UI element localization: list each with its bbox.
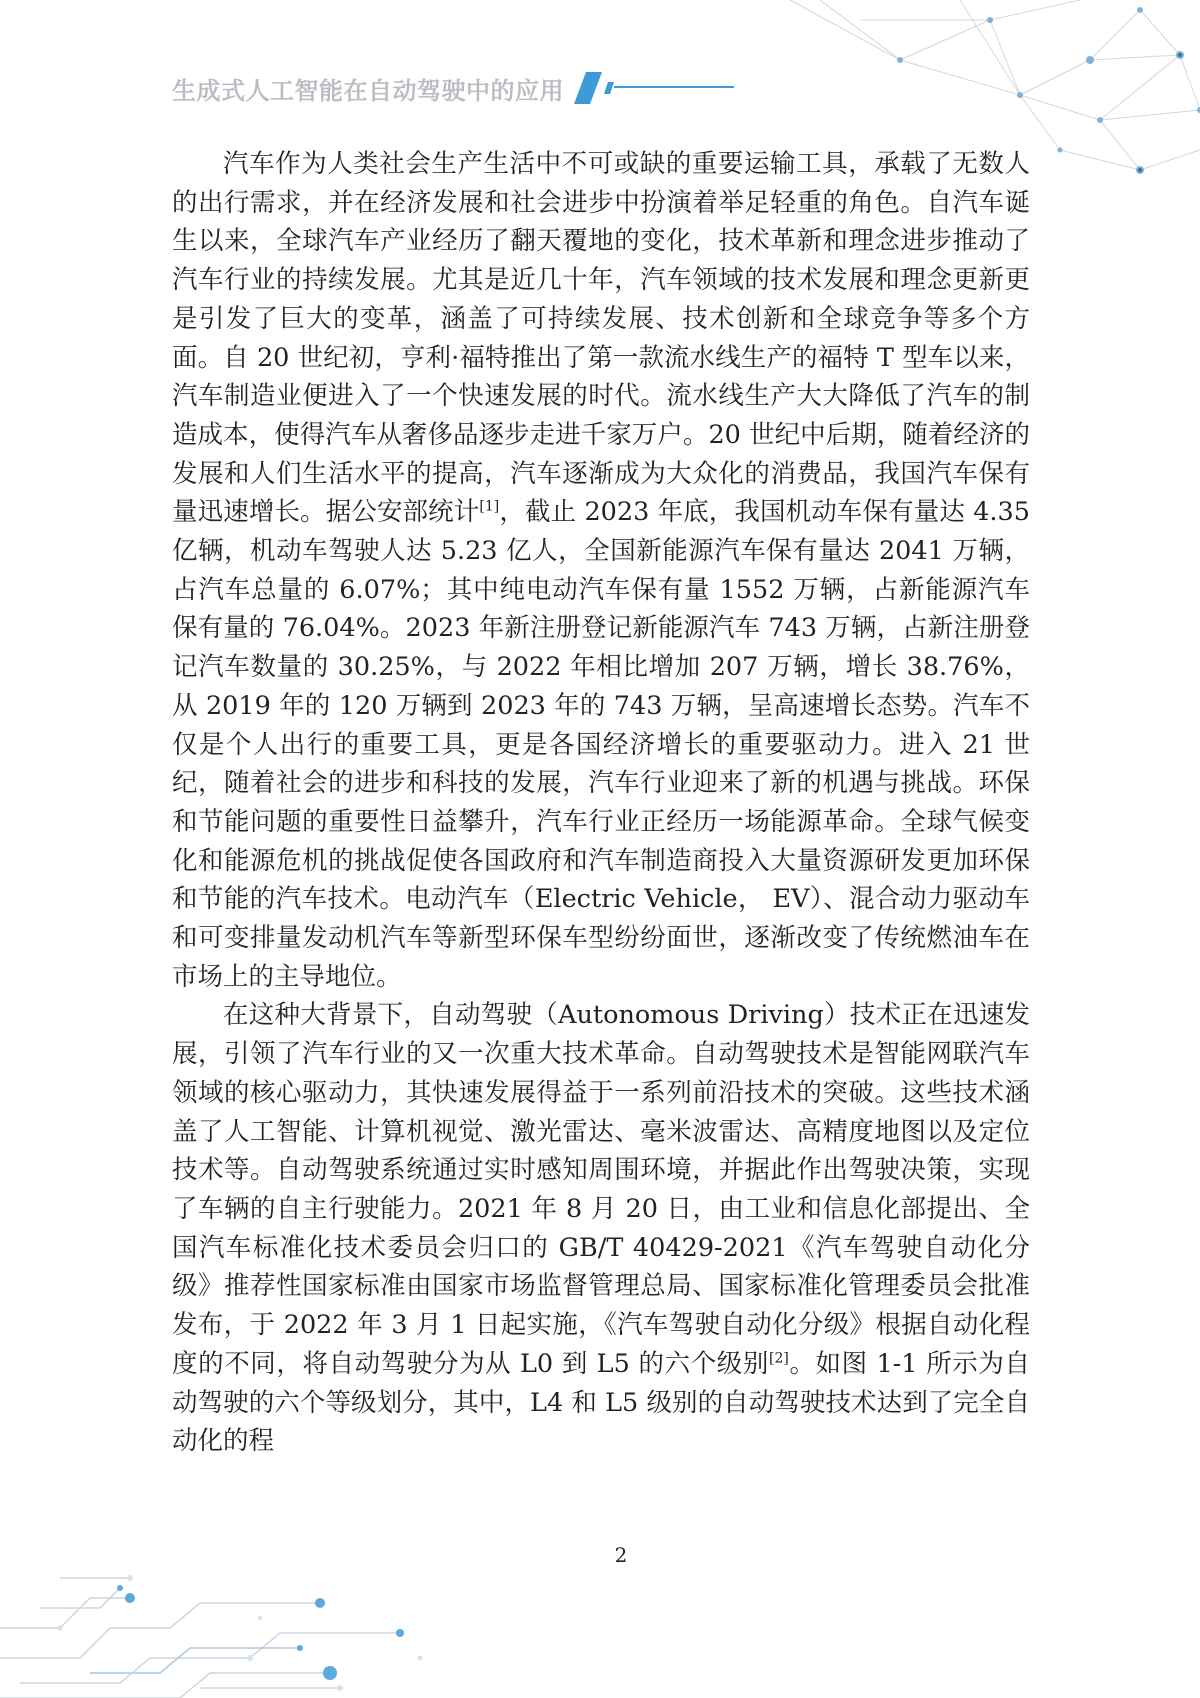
running-header <box>172 66 734 110</box>
citation-ref-2: [2] <box>769 1350 789 1367</box>
citation-ref-1: [1] <box>479 498 500 515</box>
header-accent-icon <box>574 68 734 108</box>
paragraph-1 <box>172 145 1030 996</box>
paragraph-1-part-1: 汽车作为人类社会生产生活中不可或缺的重要运输工具，承载了无数人的出行需求，并在经济发展和社会进步中扮演着举足轻重的角色。自汽车诞生以来，全球汽车产业经历了翻天覆地的变化，技术革新和理念进步推动了汽车行业的持续发展。尤其是近几十年，汽车领域的技术发展和理念更新更是引发了巨大的变革，涵盖了可持续发展、技术创新和全球竞争等多个方面。自 20 世纪初，亨利·福特推出了第一款流水线生产的福特 T 型车以来，汽车制造业便进入了一个快速发展的时代。流水线生产大大降低了汽车的制造成本，使得汽车从奢侈品逐步走进千家万户。20 世纪中后期，随着经济的发展和人们生活水平的提高，汽车逐渐成为大众化的消费品，我国汽车保有量迅速增长。据公安部统计 <box>172 149 1030 528</box>
paragraph-1-part-2: ，截止 2023 年底，我国机动车保有量达 4.35 亿辆，机动车驾驶人达 5.23 亿人，全国新能源汽车保有量达 2041 万辆，占汽车总量的 6.07%；其中纯电动汽车保有量 1552 万辆，占新能源汽车保有量的 76.04%。2023 年新注册登记新能源汽车 743 万辆，占新注册登记汽车数量的 30.25%，与 2022 年相比增加 207 万辆，增长 38.76%，从 2019 年的 120 万辆到 2023 年的 743 万辆，呈高速增长态势。汽车不仅是个人出行的重要工具，更是各国经济增长的重要驱动力。进入 21 世纪，随着社会的进步和科技的发展，汽车行业迎来了新的机遇与挑战。环保和节能问题的重要性日益攀升，汽车行业正经历一场能源革命。全球气候变化和能源危机的挑战促使各国政府和汽车制造商投入大量资源研发更加环保和节能的汽车技术。电动汽车（Electric Vehicle， EV）、混合动力驱动车和可变排量发动机汽车等新型环保车型纷纷面世，逐渐改变了传统燃油车在市场上的主导地位。 <box>172 497 1030 992</box>
paragraph-2 <box>172 996 1030 1460</box>
circuit-decoration-bottom <box>0 1508 440 1698</box>
running-header-title: 生成式人工智能在自动驾驶中的应用 <box>172 76 564 105</box>
paragraph-2-part-1: 在这种大背景下，自动驾驶（Autonomous Driving）技术正在迅速发展，引领了汽车行业的又一次重大技术革命。自动驾驶技术是智能网联汽车领域的核心驱动力，其快速发展得益于一系列前沿技术的突破。这些技术涵盖了人工智能、计算机视觉、激光雷达、毫米波雷达、高精度地图以及定位技术等。自动驾驶系统通过实时感知周围环境，并据此作出驾驶决策，实现了车辆的自主行驶能力。2021 年 8 月 20 日，由工业和信息化部提出、全国汽车标准化技术委员会归口的 GB/T 40429-2021《汽车驾驶自动化分级》推荐性国家标准由国家市场监督管理总局、国家标准化管理委员会批准发布，于 2022 年 3 月 1 日起实施，《汽车驾驶自动化分级》根据自动化程度的不同，将自动驾驶分为从 L0 到 L5 的六个级别 <box>172 1000 1030 1379</box>
page-number: 2 <box>614 1543 628 1567</box>
body-text <box>172 145 1030 1461</box>
paragraph-2-part-2: 。如图 1-1 所示为自动驾驶的六个等级划分，其中，L4 和 L5 级别的自动驾驶技术达到了完全自动化的程 <box>172 1348 1030 1457</box>
